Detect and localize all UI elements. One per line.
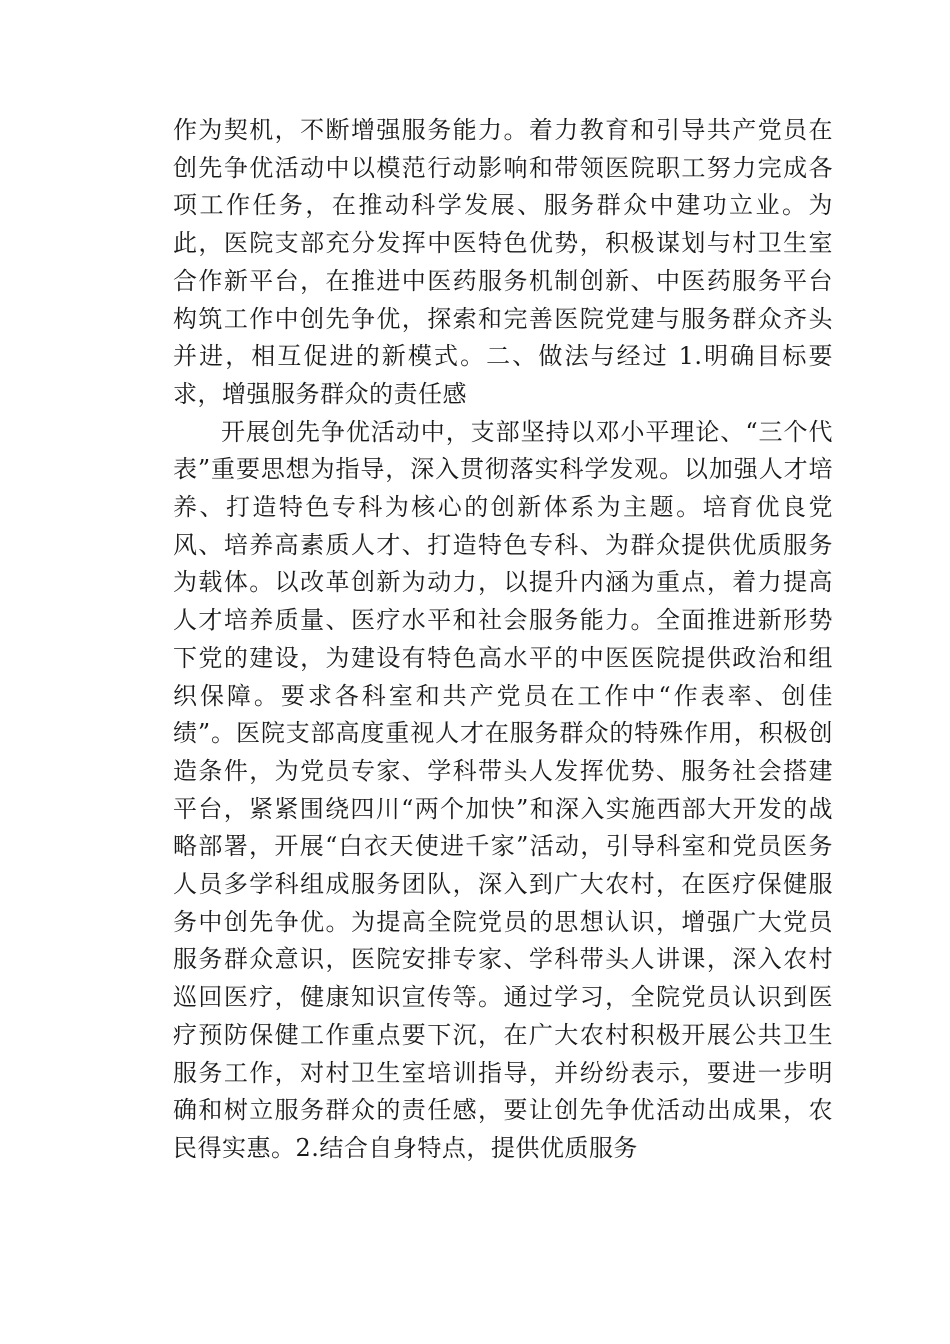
paragraph-continued: 作为契机，不断增强服务能力。着力教育和引导共产党员在创先争优活动中以模范行动影响和带领医院职工努力完成各项工作任务，在推动科学发展、服务群众中建功立业。为此，医院支部充分发挥中医特色优势，积极谋划与村卫生室合作新平台，在推进中医药服务机制创新、中医药服务平台构筑工作中创先争优，探索和完善医院党建与服务群众齐头并进，相互促进的新模式。二、做法与经过 1.明确目标要求，增强服务群众的责任感 bbox=[173, 116, 833, 408]
paragraph-activities: 开展创先争优活动中，支部坚持以邓小平理论、“三个代表”重要思想为指导，深入贯彻落实科学发观。以加强人才培养、打造特色专科为核心的创新体系为主题。培育优良党风、培养高素质人才、打造特色专科、为群众提供优质服务为载体。以改革创新为动力，以提升内涵为重点，着力提高人才培养质量、医疗水平和社会服务能力。全面推进新形势下党的建设，为建设有特色高水平的中医医院提供政治和组织保障。要求各科室和共产党员在工作中“作表率、创佳绩”。医院支部高度重视人才在服务群众的特殊作用，积极创造条件，为党员专家、学科带头人发挥优势、服务社会搭建平台，紧紧围绕四川“两个加快”和深入实施西部大开发的战略部署，开展“白衣天使进千家”活动，引导科室和党员医务人员多学科组成服务团队，深入到广大农村，在医疗保健服务中创先争优。为提高全院党员的思想认识，增强广大党员服务群众意识，医院安排专家、学科带头人讲课，深入农村巡回医疗，健康知识宣传等。通过学习，全院党员认识到医疗预防保健工作重点要下沉，在广大农村积极开展公共卫生服务工作，对村卫生室培训指导，并纷纷表示，要进一步明确和树立服务群众的责任感，要让创先争优活动出成果，农民得实惠。2.结合自身特点，提供优质服务 bbox=[173, 417, 833, 1162]
document-body bbox=[173, 112, 833, 1168]
